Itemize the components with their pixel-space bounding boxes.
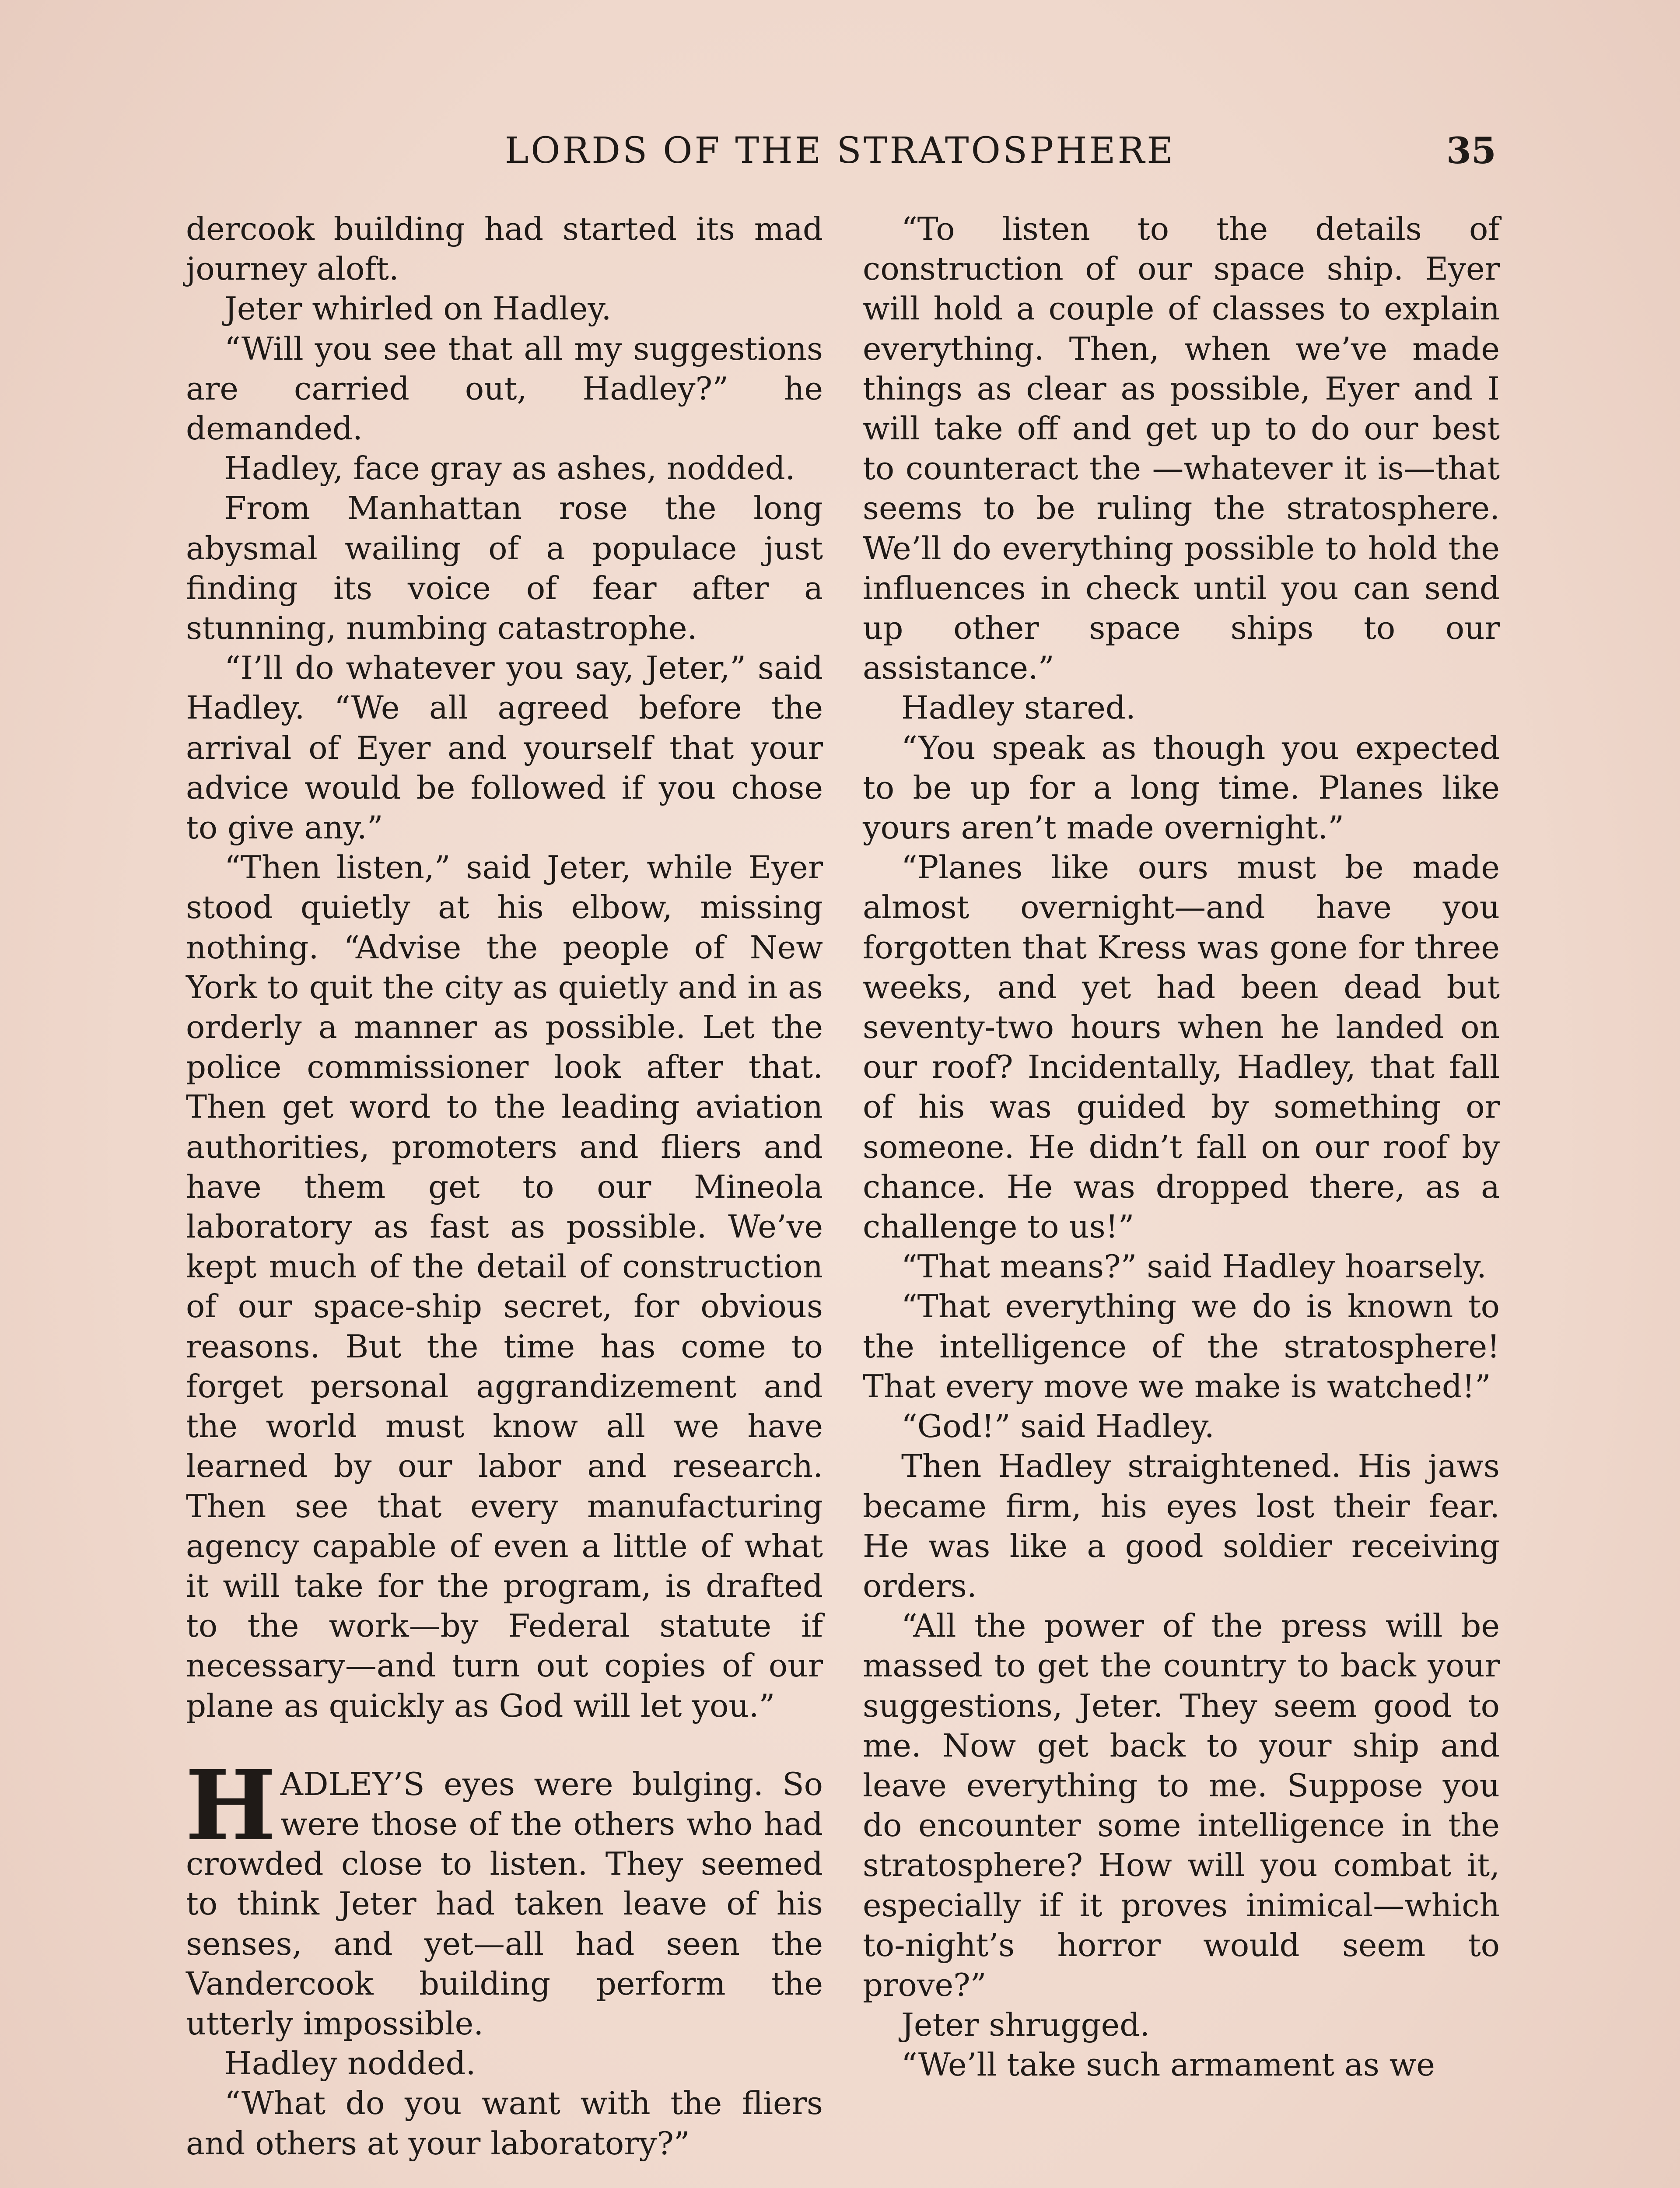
paragraph: dercook building had started its mad journey aloft. bbox=[186, 210, 823, 288]
paragraph: “Will you see that all my suggestions are carried out, Hadley?” he demanded. bbox=[186, 330, 823, 447]
paragraph: Hadley, face gray as ashes, nodded. bbox=[224, 450, 795, 487]
paragraph: Hadley nodded. bbox=[224, 2045, 476, 2082]
paragraph: “Planes like ours must be made almost overnight—and have you forgotten that Kress was gone for three weeks, and yet had been dead but seventy-two hours when he landed on our roof? Incidentally, Hadley, that fall of his was guided by something or someone. He didn’t fall on our roof by chance. He was dropped there, as a challenge to us!” bbox=[863, 849, 1500, 1245]
paragraph: “God!” said Hadley. bbox=[901, 1408, 1214, 1445]
paragraph: “Then listen,” said Jeter, while Eyer stood quietly at his elbow, missing nothing. “Advise the people of New York to quit the city as quietly and in as orderly a manner as possible. Let the police commissioner look after that. Then get word to the leading aviation authorities, promoters and fliers and have them get to our Mineola laboratory as fast as possible. We’ve kept much of the detail of construction of our space-ship secret, for obvious reasons. But the time has come to forget personal aggrandizement and the world must know all we have learned by our labor and research. Then see that every manufacturing agency capable of even a little of what it will take for the program, is drafted to the work—by Federal statute if necessary—and turn out copies of our plane as quickly as God will let you.” bbox=[186, 849, 823, 1724]
paragraph: From Manhattan rose the long abysmal wailing of a populace just finding its voice of fear after a stunning, numbing catastrophe. bbox=[186, 490, 823, 647]
paragraph-text: ADLEY’S eyes were bulging. So were those of the others who had crowded close to listen. They seemed to think Jeter had taken leave of his senses, and yet—all had seen the Vandercook building perform the utterly impossible. bbox=[186, 1765, 823, 2042]
paragraph: “That everything we do is known to the intelligence of the stratosphere! That every move we make is watched!” bbox=[863, 1288, 1500, 1405]
paragraph: “That means?” said Hadley hoarsely. bbox=[901, 1248, 1487, 1285]
page-number: 35 bbox=[1446, 130, 1496, 172]
paragraph: “I’ll do whatever you say, Jeter,” said Hadley. “We all agreed before the arrival of Eyer and yourself that your advice would be followed if you chose to give any.” bbox=[186, 649, 823, 846]
paragraph: “To listen to the details of construction of our space ship. Eyer will hold a couple of classes to explain everything. Then, when we’ve made things as clear as possible, Eyer and I will take off and get up to do our best to counteract the —whatever it is—that seems to be ruling the stratosphere. We’ll do everything possible to hold the influences in check until you can send up other space ships to our assistance.” bbox=[863, 210, 1500, 687]
right-column bbox=[863, 209, 1500, 2085]
paragraph: “What do you want with the fliers and others at your laboratory?” bbox=[186, 2085, 823, 2162]
section-opening-paragraph bbox=[185, 1748, 823, 2044]
drop-cap: H bbox=[185, 1748, 276, 1862]
paragraph: “All the power of the press will be massed to get the country to back your suggestions, Jeter. They seem good to me. Now get back to your ship and leave everything to me. Suppose you do encounter some intelligence in the stratosphere? How will you combat it, especially if it proves inimical—which to-night’s horror would seem to prove?” bbox=[863, 1607, 1500, 2003]
paragraph: Jeter whirled on Hadley. bbox=[224, 290, 612, 327]
paragraph: “You speak as though you expected to be up for a long time. Planes like yours aren’t made overnight.” bbox=[863, 729, 1500, 846]
paragraph: Jeter shrugged. bbox=[901, 2006, 1150, 2044]
left-column bbox=[186, 209, 823, 2163]
paragraph: Hadley stared. bbox=[901, 689, 1136, 726]
paragraph: “We’ll take such armament as we bbox=[901, 2046, 1435, 2083]
running-title: LORDS OF THE STRATOSPHERE bbox=[504, 130, 1176, 172]
page-header bbox=[184, 127, 1496, 175]
paragraph: Then Hadley straightened. His jaws became firm, his eyes lost their fear. He was like a good soldier receiving orders. bbox=[863, 1448, 1500, 1604]
